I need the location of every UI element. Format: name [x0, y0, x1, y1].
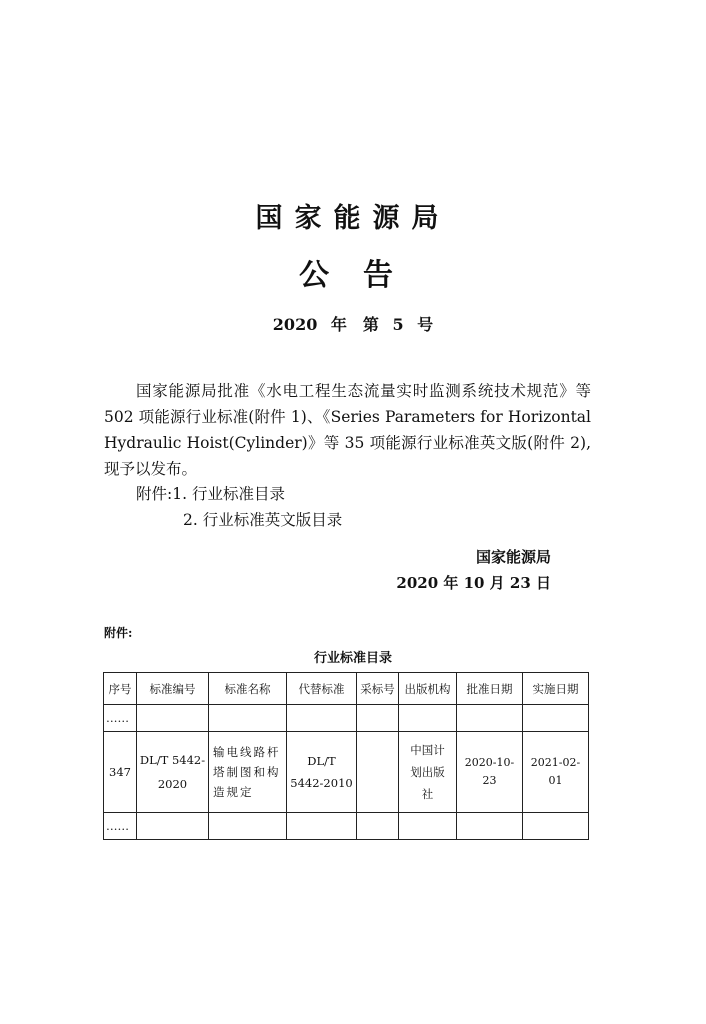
standards-table	[103, 672, 589, 840]
col-header-replaces: 代替标准	[287, 673, 357, 705]
col-header-code: 标准编号	[137, 673, 209, 705]
ellipsis-cell: ……	[104, 813, 137, 840]
col-header-name: 标准名称	[209, 673, 287, 705]
attachment-list-item-1: 附件:1. 行业标准目录	[136, 485, 285, 503]
issue-date: 2020 年 10 月 23 日	[396, 574, 551, 592]
org-title: 国家能源局	[255, 203, 451, 234]
announcement-paragraph: 国家能源局批准《水电工程生态流量实时监测系统技术规范》等 502 项能源行业标准(附件 1)、《Series Parameters for Horizontal Hydraulic Hoist(Cylinder)》等 35 项能源行业标准英文版(附件 2),现予以发布。	[104, 382, 591, 478]
cell-code: DL/T 5442-2020	[137, 732, 209, 813]
table-row	[104, 732, 589, 813]
col-header-adopted: 采标号	[357, 673, 399, 705]
table-row-ellipsis-top	[104, 705, 589, 732]
col-header-no: 序号	[104, 673, 137, 705]
table-row-ellipsis-bottom	[104, 813, 589, 840]
attachment-list-item-2: 2. 行业标准英文版目录	[183, 511, 343, 529]
document-type: 公告	[299, 258, 427, 293]
col-header-approved: 批准日期	[457, 673, 523, 705]
issue-number: 2020 年 第 5 号	[272, 315, 434, 334]
ellipsis-cell: ……	[104, 705, 137, 732]
col-header-publisher: 出版机构	[399, 673, 457, 705]
cell-adopted	[357, 732, 399, 813]
announcement-body	[104, 378, 591, 482]
cell-name: 输电线路杆塔制图和构造规定	[209, 732, 287, 813]
table-header-row	[104, 673, 589, 705]
issuer-name: 国家能源局	[475, 548, 551, 566]
cell-effective: 2021-02-01	[523, 732, 589, 813]
col-header-effective: 实施日期	[523, 673, 589, 705]
attachment-label: 附件:	[104, 626, 133, 640]
cell-publisher: 中国计划出版社	[399, 732, 457, 813]
cell-replaces: DL/T 5442-2010	[287, 732, 357, 813]
cell-no: 347	[104, 732, 137, 813]
cell-approved: 2020-10-23	[457, 732, 523, 813]
table-title: 行业标准目录	[313, 651, 392, 666]
